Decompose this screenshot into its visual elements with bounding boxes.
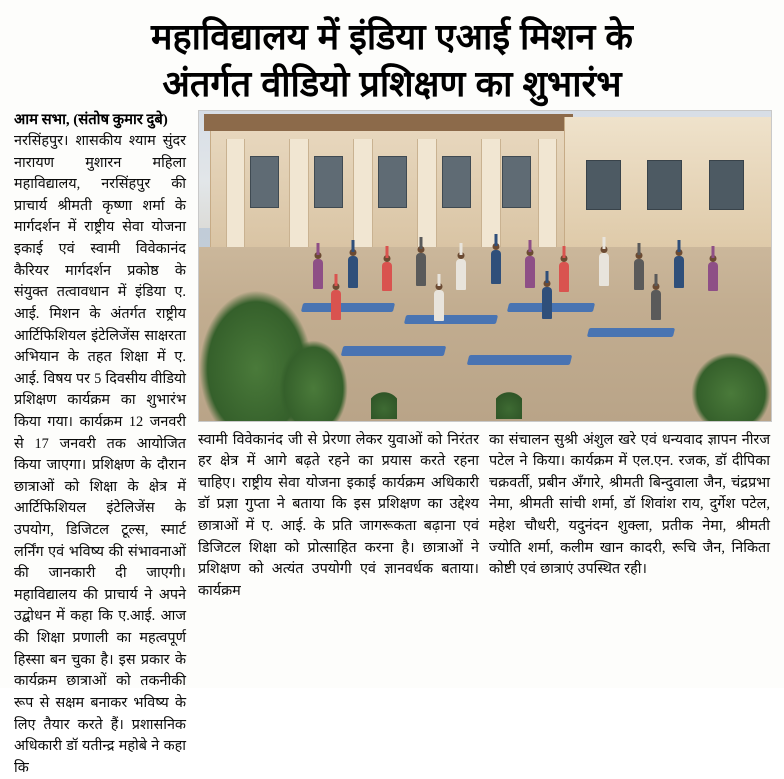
column-three-text: का संचालन सुश्री अंशुल खरे एवं धन्यवाद ज्ञापन नीरज पटेल ने किया। कार्यक्रम में एल.एन. रजक, डॉ दीपिका चक्रवर्ती, प्रबीन अँगारे, श्रीमती बिन्दुवाला जैन, चंद्रप्रभा नेमा, श्रीमती सांची शर्मा, डॉ शिवांश राय, दुर्गेश पटेल, महेश चौधरी, यदुनंदन शुक्ला, प्रतीक नेमा, श्रीमती ज्योति शर्मा, कलीम खान कादरी, रूचि जैन, निकिता कोष्टी एवं छात्राएं उपस्थित रही। [489, 431, 770, 578]
photo-yoga-mat [587, 328, 675, 337]
photo-window [250, 156, 279, 208]
lower-columns [198, 430, 770, 603]
column-one [14, 110, 188, 779]
photo-yoga-mat [341, 346, 446, 356]
photo-participant [651, 290, 661, 320]
photo-participant [599, 253, 609, 286]
photo-participant [434, 290, 444, 321]
photo-shrub [279, 340, 348, 421]
photo-participant [416, 253, 426, 286]
photo-shrub [691, 352, 771, 420]
photo-pillar [289, 139, 309, 248]
photo-participant [634, 259, 644, 290]
headline-line-1: महाविद्यालय में इंडिया एआई मिशन के [151, 16, 633, 57]
photo-window [314, 156, 343, 208]
photo-participant [331, 290, 341, 320]
photo-participant [313, 259, 323, 289]
photo-participant [674, 256, 684, 288]
yoga-session-photo [198, 110, 772, 422]
column-two [198, 430, 479, 603]
photo-window [442, 156, 471, 208]
column-three [489, 430, 770, 603]
article-body [14, 110, 770, 779]
photo-participant [559, 262, 569, 292]
photo-participant [525, 256, 535, 288]
photo-window [647, 160, 682, 210]
photo-window [586, 160, 621, 210]
photo-side-building [564, 117, 771, 260]
page-title [14, 10, 770, 110]
photo-building-roof [204, 114, 573, 131]
photo-window [378, 156, 407, 208]
photo-participant [542, 287, 552, 319]
photo-yoga-mat [301, 303, 395, 312]
column-one-text: नरसिंहपुर। शासकीय श्याम सुंदर नारायण मुशारन महिला महाविद्यालय, नरसिंहपुर की प्राचार्य श्रीमती कृष्णा शर्मा के मार्गदर्शन में राष्ट्रीय सेवा योजना इकाई एवं स्वामी विवेकानंद कैरियर मार्गदर्शन प्रकोष्ठ के संयुक्त तत्वावधान में इंडिया ए. आई. मिशन के अंतर्गत राष्ट्रीय आर्टिफिशियल इंटेलिजेंस साक्षरता अभियान के तहत शिक्षा में ए. आई. विषय पर 5 दिवसीय वीडियो प्रशिक्षण कार्यक्रम का शुभारंभ किया गया। कार्यक्रम 12 जनवरी से 17 जनवरी तक आयोजित किया जाएगा। प्रशिक्षण के दौरान छात्राओं को शिक्षा के क्षेत्र में आर्टिफिशियल इंटेलिजेंस के उपयोग, डिजिटल टूल्स, स्मार्ट लर्निंग एवं भविष्य की संभावनाओं की जानकारी दी जाएगी। महाविद्यालय की प्राचार्य ने अपने उद्बोधन में कहा कि ए.आई. आज की शिक्षा प्रणाली का महत्वपूर्ण हिस्सा बन चुका है। इस प्रकार के कार्यक्रम छात्राओं को तकनीकी रूप से सक्षम बनाकर भविष्य के लिए तैयार करते हैं। प्रशासनिक अधिकारी डॉ यतीन्द्र महोबे ने कहा कि [14, 133, 186, 776]
photo-plant [496, 385, 522, 419]
photo-window [502, 156, 531, 208]
photo-plant [371, 385, 397, 419]
photo-participant [348, 256, 358, 288]
photo-college-building [210, 123, 567, 249]
photo-participant [708, 262, 718, 291]
photo-participant [456, 259, 466, 290]
photo-pillar [481, 139, 501, 248]
headline-line-2: अंतर्गत वीडियो प्रशिक्षण का शुभारंभ [162, 62, 622, 104]
photo-pillar [226, 139, 246, 248]
column-two-text: स्वामी विवेकानंद जी से प्रेरणा लेकर युवाओं को निरंतर हर क्षेत्र में आगे बढ़ते रहने का प्रयास करते रहना चाहिए। राष्ट्रीय सेवा योजना इकाई कार्यक्रम अधिकारी डॉ प्रज्ञा गुप्ता ने बताया कि इस प्रशिक्षण का उद्देश्य छात्राओं में ए. आई. के प्रति जागरूकता बढ़ाना एवं डिजिटल शिक्षा को प्रोत्साहित करना है। छात्राओं ने प्रशिक्षण को अत्यंत उपयोगी एवं ज्ञानवर्धक बताया। कार्यक्रम [198, 431, 479, 599]
photo-pillar [538, 139, 558, 248]
photo-pillar [417, 139, 437, 248]
photo-yoga-mat [404, 315, 498, 324]
photo-window [709, 160, 744, 210]
photo-and-columns [198, 110, 770, 603]
photo-participant [491, 250, 501, 284]
photo-pillar [353, 139, 373, 248]
photo-participant [382, 262, 392, 291]
photo-yoga-mat [467, 355, 572, 365]
byline: आम सभा, (संतोष कुमार दुबे) [14, 111, 168, 128]
